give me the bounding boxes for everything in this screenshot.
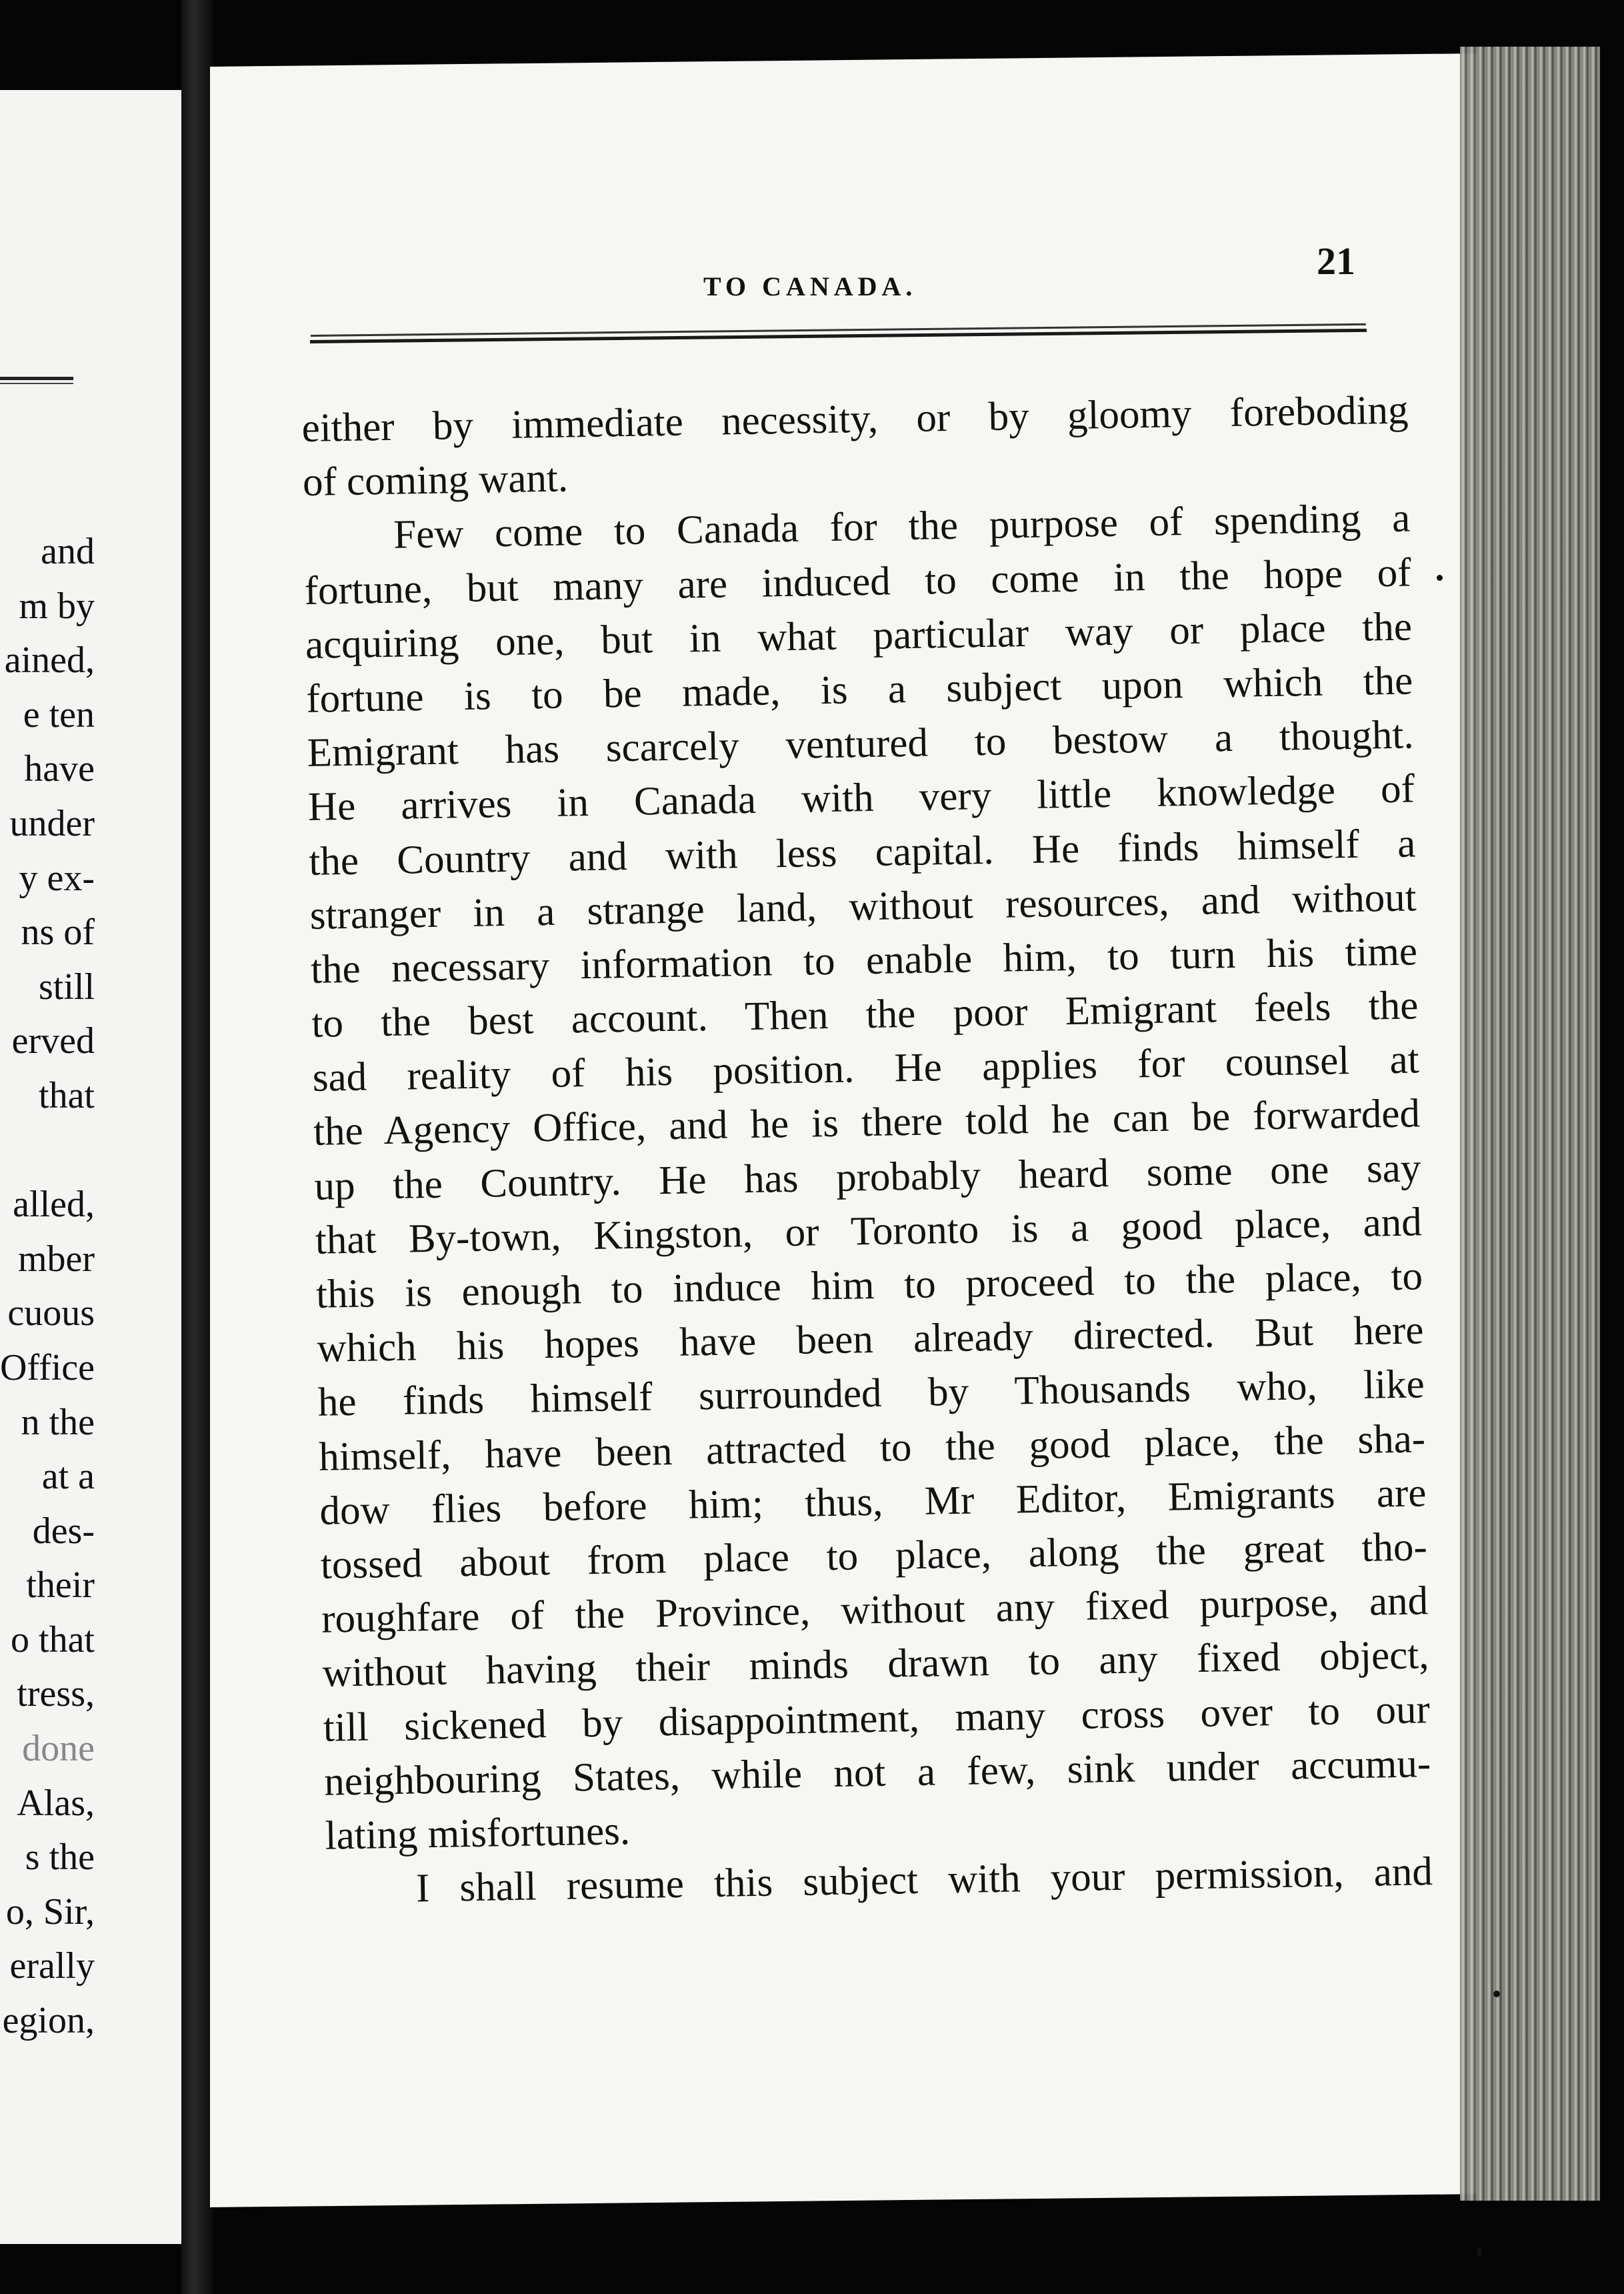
text-line: sad reality of his position. He applies for counsel at — [312, 1037, 1420, 1101]
text-line: stranger in a strange land, without resources, and without — [309, 875, 1417, 938]
text-line: tossed about from place to place, along the great tho- — [320, 1524, 1428, 1588]
left-page-text — [0, 525, 95, 2049]
left-line: e ten — [23, 694, 95, 736]
running-head: TO CANADA. — [703, 271, 917, 301]
left-line: that — [39, 1074, 95, 1116]
left-line: Office — [0, 1346, 95, 1388]
text-line: dow flies before him; thus, Mr Editor, Emigrants are — [319, 1470, 1427, 1534]
left-line: mber — [17, 1238, 95, 1280]
left-line: m by — [19, 585, 95, 627]
left-page — [0, 90, 181, 2244]
text-line: I shall resume this subject with your permission, and — [415, 1849, 1433, 1911]
text-line: this is enough to induce him to proceed to the place, to — [315, 1254, 1423, 1317]
left-line: o that — [11, 1618, 95, 1660]
book-gutter — [181, 0, 213, 2294]
text-line: up the Country. He has probably heard some one say — [313, 1145, 1421, 1209]
text-line: till sickened by disappointment, many cross over to our — [323, 1686, 1431, 1751]
text-line: acquiring one, but in what particular way or place the — [305, 604, 1413, 668]
left-line: have — [24, 748, 95, 790]
left-line: s the — [25, 1837, 95, 1879]
page-number: 21 — [1317, 239, 1355, 283]
left-line: des- — [32, 1510, 95, 1552]
page-edges — [1460, 47, 1600, 2201]
left-line: their — [26, 1564, 95, 1606]
text-line: which his hopes have been already directed. But here — [316, 1308, 1424, 1371]
left-line: done — [22, 1728, 95, 1770]
body-text — [301, 383, 1433, 1917]
left-line: y ex- — [19, 857, 95, 899]
text-line: neighbouring States, while not a few, sink under accumu- — [323, 1741, 1431, 1805]
left-line: tress, — [17, 1673, 95, 1715]
left-line: n the — [21, 1401, 95, 1443]
text-line: to the best account. Then the poor Emigrant feels the — [311, 983, 1419, 1046]
left-line — [0, 1124, 95, 1178]
left-line: o, Sir, — [5, 1891, 95, 1933]
left-page-rule — [0, 377, 73, 384]
text-line: of coming want. — [302, 455, 569, 505]
text-line: he finds himself surrounded by Thousands who, like — [317, 1362, 1425, 1426]
text-line: either by immediate necessity, or by gloomy foreboding — [301, 387, 1409, 451]
text-line: lating misfortunes. — [325, 1808, 631, 1859]
text-line: the Country and with less capital. He finds himself a — [308, 820, 1416, 884]
left-line: at a — [41, 1456, 95, 1498]
text-line: that By-town, Kingston, or Toronto is a good place, and — [315, 1200, 1423, 1263]
left-line: erally — [9, 1945, 95, 1987]
left-line: Alas, — [17, 1782, 95, 1824]
text-line: Few come to Canada for the purpose of spending a — [393, 495, 1411, 558]
ink-speck — [1477, 2247, 1482, 2257]
text-line: He arrives in Canada with very little knowledge of — [307, 766, 1415, 830]
text-line: himself, have been attracted to the good place, the sha- — [318, 1416, 1426, 1480]
ink-speck — [1437, 575, 1443, 581]
left-line: still — [38, 966, 95, 1008]
text-line: fortune is to be made, is a subject upon which the — [305, 658, 1413, 722]
text-line: the necessary information to enable him, to turn his time — [310, 929, 1418, 992]
left-line: egion, — [2, 2000, 95, 2042]
left-line: and — [41, 531, 95, 572]
text-line: fortune, but many are induced to come in the hope of — [304, 550, 1412, 614]
text-line: without having their minds drawn to any fixed object, — [322, 1632, 1429, 1696]
left-line: alled, — [13, 1184, 95, 1226]
left-line: cuous — [7, 1292, 95, 1334]
left-line: under — [9, 802, 95, 844]
left-line: erved — [11, 1020, 95, 1062]
left-line: ained, — [4, 640, 95, 682]
text-line: Emigrant has scarcely ventured to bestow a thought. — [307, 712, 1415, 776]
text-line: the Agency Office, and he is there told he can be forwarded — [313, 1091, 1421, 1155]
text-line: roughfare of the Province, without any fixed purpose, and — [321, 1578, 1429, 1642]
left-line: ns of — [21, 912, 95, 954]
ink-speck — [1493, 1991, 1500, 1997]
